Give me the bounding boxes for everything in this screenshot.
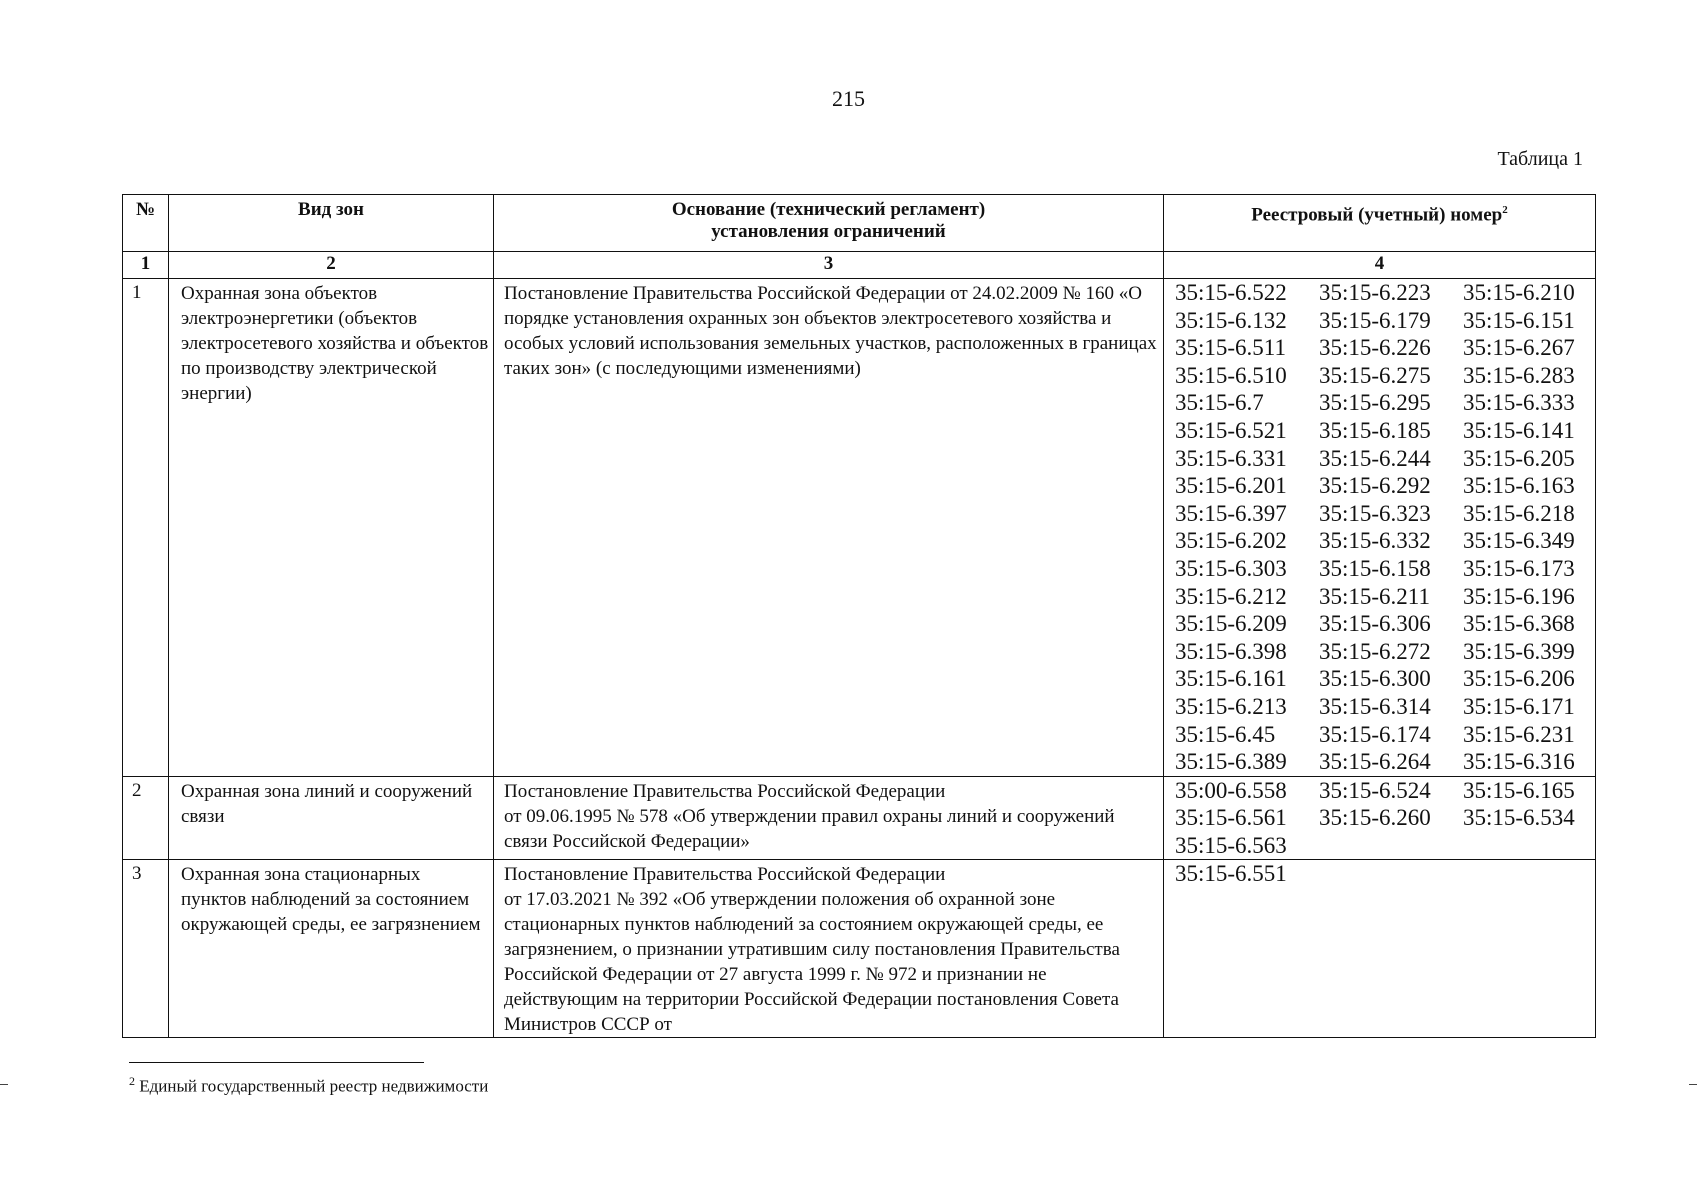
registry-number-grid xyxy=(1175,860,1595,888)
header-zone: Вид зон xyxy=(169,195,494,252)
registry-number: 35:15-6.201 xyxy=(1175,473,1287,499)
footnote-text: Единый государственный реестр недвижимости xyxy=(139,1076,489,1096)
registry-number: 35:15-6.158 xyxy=(1319,555,1431,581)
registry-numbers xyxy=(1164,860,1596,1038)
registry-number: 35:15-6.132 xyxy=(1175,307,1287,333)
registry-number: 35:15-6.399 xyxy=(1463,638,1575,664)
row-number: 1 xyxy=(123,279,169,777)
header-basis xyxy=(494,195,1164,252)
registry-number: 35:15-6.306 xyxy=(1319,611,1431,637)
column-number-row xyxy=(123,252,1596,279)
registry-number: 35:15-6.209 xyxy=(1175,611,1287,637)
footnote-divider xyxy=(129,1062,424,1063)
restriction-basis: Постановление Правительства Российской Федерации от 24.02.2009 № 160 «О порядке установления охранных зон объектов электросетевого хозяйства и особых условий использования земельных участков, расположенных в границах таких зон» (с последующими изменениями) xyxy=(494,279,1164,777)
registry-number: 35:15-6.171 xyxy=(1463,693,1575,719)
registry-number: 35:15-6.231 xyxy=(1463,721,1575,747)
column-number-2: 2 xyxy=(169,252,494,279)
registry-number-grid xyxy=(1175,279,1595,776)
registry-number: 35:15-6.223 xyxy=(1319,280,1431,305)
restriction-basis-rest: от 17.03.2021 № 392 «Об утверждении положения об охранной зоне стационарных пунктов наблюдений за состоянием окружающей среды, ее загрязнением, о признании утратившим силу постановления Правительства Российской Федерации от 27 августа 1999 г. № 972 и признании не действующим на территории Российской Федерации постановления Совета Министров СССР от xyxy=(504,889,1120,1036)
registry-number: 35:15-6.267 xyxy=(1463,335,1575,361)
registry-number: 35:15-6.524 xyxy=(1319,777,1431,803)
registry-number: 35:15-6.226 xyxy=(1319,335,1431,361)
registry-number: 35:15-6.244 xyxy=(1319,445,1431,471)
header-row xyxy=(123,195,1596,252)
registry-number: 35:15-6.179 xyxy=(1319,307,1431,333)
column-number-3: 3 xyxy=(494,252,1164,279)
registry-number: 35:15-6.398 xyxy=(1175,638,1287,664)
registry-number: 35:15-6.300 xyxy=(1319,666,1431,692)
registry-number: 35:15-6.283 xyxy=(1463,362,1575,388)
registry-number: 35:15-6.206 xyxy=(1463,666,1575,692)
registry-number: 35:15-6.368 xyxy=(1463,611,1575,637)
registry-number: 35:15-6.397 xyxy=(1175,500,1287,526)
header-registry xyxy=(1164,195,1596,252)
right-edge-mark xyxy=(1689,1084,1697,1085)
registry-number: 35:15-6.316 xyxy=(1463,749,1575,775)
registry-number: 35:15-6.333 xyxy=(1463,390,1575,416)
header-num: № xyxy=(123,195,169,252)
registry-number: 35:15-6.314 xyxy=(1319,693,1431,719)
registry-number: 35:00-6.558 xyxy=(1175,777,1287,803)
registry-number: 35:15-6.260 xyxy=(1319,805,1431,831)
registry-number: 35:15-6.212 xyxy=(1175,583,1287,609)
registry-number: 35:15-6.292 xyxy=(1319,473,1431,499)
registry-number-grid xyxy=(1175,777,1595,860)
registry-number: 35:15-6.331 xyxy=(1175,445,1287,471)
registry-number: 35:15-6.205 xyxy=(1463,445,1575,471)
registry-number: 35:15-6.303 xyxy=(1175,555,1287,581)
registry-number: 35:15-6.511 xyxy=(1175,335,1286,361)
header-registry-footnote-ref: 2 xyxy=(1502,204,1508,216)
registry-number: 35:15-6.196 xyxy=(1463,583,1575,609)
registry-number: 35:15-6.141 xyxy=(1463,417,1575,443)
table-caption: Таблица 1 xyxy=(1497,148,1583,170)
registry-number: 35:15-6.563 xyxy=(1175,832,1287,858)
zone-type: Охранная зона стационарных пунктов наблюдений за состоянием окружающей среды, ее загрязнением xyxy=(169,860,494,1038)
footnote-marker: 2 xyxy=(129,1074,135,1088)
row-number: 2 xyxy=(123,776,169,860)
registry-number: 35:15-6.295 xyxy=(1319,390,1431,416)
registry-number: 35:15-6.264 xyxy=(1319,749,1431,775)
registry-number: 35:15-6.7 xyxy=(1175,390,1264,416)
registry-number: 35:15-6.561 xyxy=(1175,805,1287,831)
registry-number: 35:15-6.174 xyxy=(1319,721,1431,747)
zone-type: Охранная зона объектов электроэнергетики (объектов электросетевого хозяйства и объектов по производству электрической энергии) xyxy=(169,279,494,777)
registry-number: 35:15-6.510 xyxy=(1175,362,1287,388)
restriction-basis xyxy=(494,860,1164,1038)
registry-number: 35:15-6.551 xyxy=(1175,861,1287,887)
registry-number: 35:15-6.275 xyxy=(1319,362,1431,388)
left-edge-mark xyxy=(0,1084,8,1085)
registry-numbers xyxy=(1164,279,1596,777)
table-row xyxy=(123,776,1596,860)
footnote xyxy=(129,1074,488,1097)
header-basis-line2: установления ограничений xyxy=(711,221,946,242)
header-basis-line1: Основание (технический регламент) xyxy=(671,199,986,220)
registry-number: 35:15-6.185 xyxy=(1319,417,1431,443)
registry-number: 35:15-6.332 xyxy=(1319,528,1431,554)
registry-number: 35:15-6.272 xyxy=(1319,638,1431,664)
registry-number: 35:15-6.389 xyxy=(1175,749,1287,775)
registry-number: 35:15-6.165 xyxy=(1463,777,1575,803)
restriction-basis-rest: от 09.06.1995 № 578 «Об утверждении правил охраны линий и сооружений связи Российской Федерации» xyxy=(504,805,1115,852)
registry-number: 35:15-6.211 xyxy=(1319,583,1430,609)
row-number: 3 xyxy=(123,860,169,1038)
column-number-4: 4 xyxy=(1164,252,1596,279)
registry-number: 35:15-6.213 xyxy=(1175,693,1287,719)
registry-number: 35:15-6.522 xyxy=(1175,280,1287,305)
registry-number: 35:15-6.521 xyxy=(1175,417,1287,443)
table-row xyxy=(123,860,1596,1038)
registry-number: 35:15-6.323 xyxy=(1319,500,1431,526)
header-registry-label: Реестровый (учетный) номер xyxy=(1251,204,1503,226)
registry-number: 35:15-6.534 xyxy=(1463,805,1575,831)
restriction-basis-line1: Постановление Правительства Российской Федерации xyxy=(504,864,946,886)
registry-number: 35:15-6.173 xyxy=(1463,555,1575,581)
registry-numbers xyxy=(1164,776,1596,860)
registry-number: 35:15-6.163 xyxy=(1463,473,1575,499)
column-number-1: 1 xyxy=(123,252,169,279)
registry-number: 35:15-6.151 xyxy=(1463,307,1575,333)
table-row xyxy=(123,279,1596,777)
registry-number: 35:15-6.349 xyxy=(1463,528,1575,554)
restriction-basis xyxy=(494,776,1164,860)
registry-number: 35:15-6.45 xyxy=(1175,721,1276,747)
restriction-basis-line1: Постановление Правительства Российской Федерации xyxy=(504,780,946,802)
registry-number: 35:15-6.161 xyxy=(1175,666,1287,692)
registry-number: 35:15-6.218 xyxy=(1463,500,1575,526)
registry-number: 35:15-6.210 xyxy=(1463,280,1575,305)
restrictions-table xyxy=(122,194,1596,1038)
zone-type: Охранная зона линий и сооружений связи xyxy=(169,776,494,860)
page-number: 215 xyxy=(832,86,865,111)
registry-number: 35:15-6.202 xyxy=(1175,528,1287,554)
